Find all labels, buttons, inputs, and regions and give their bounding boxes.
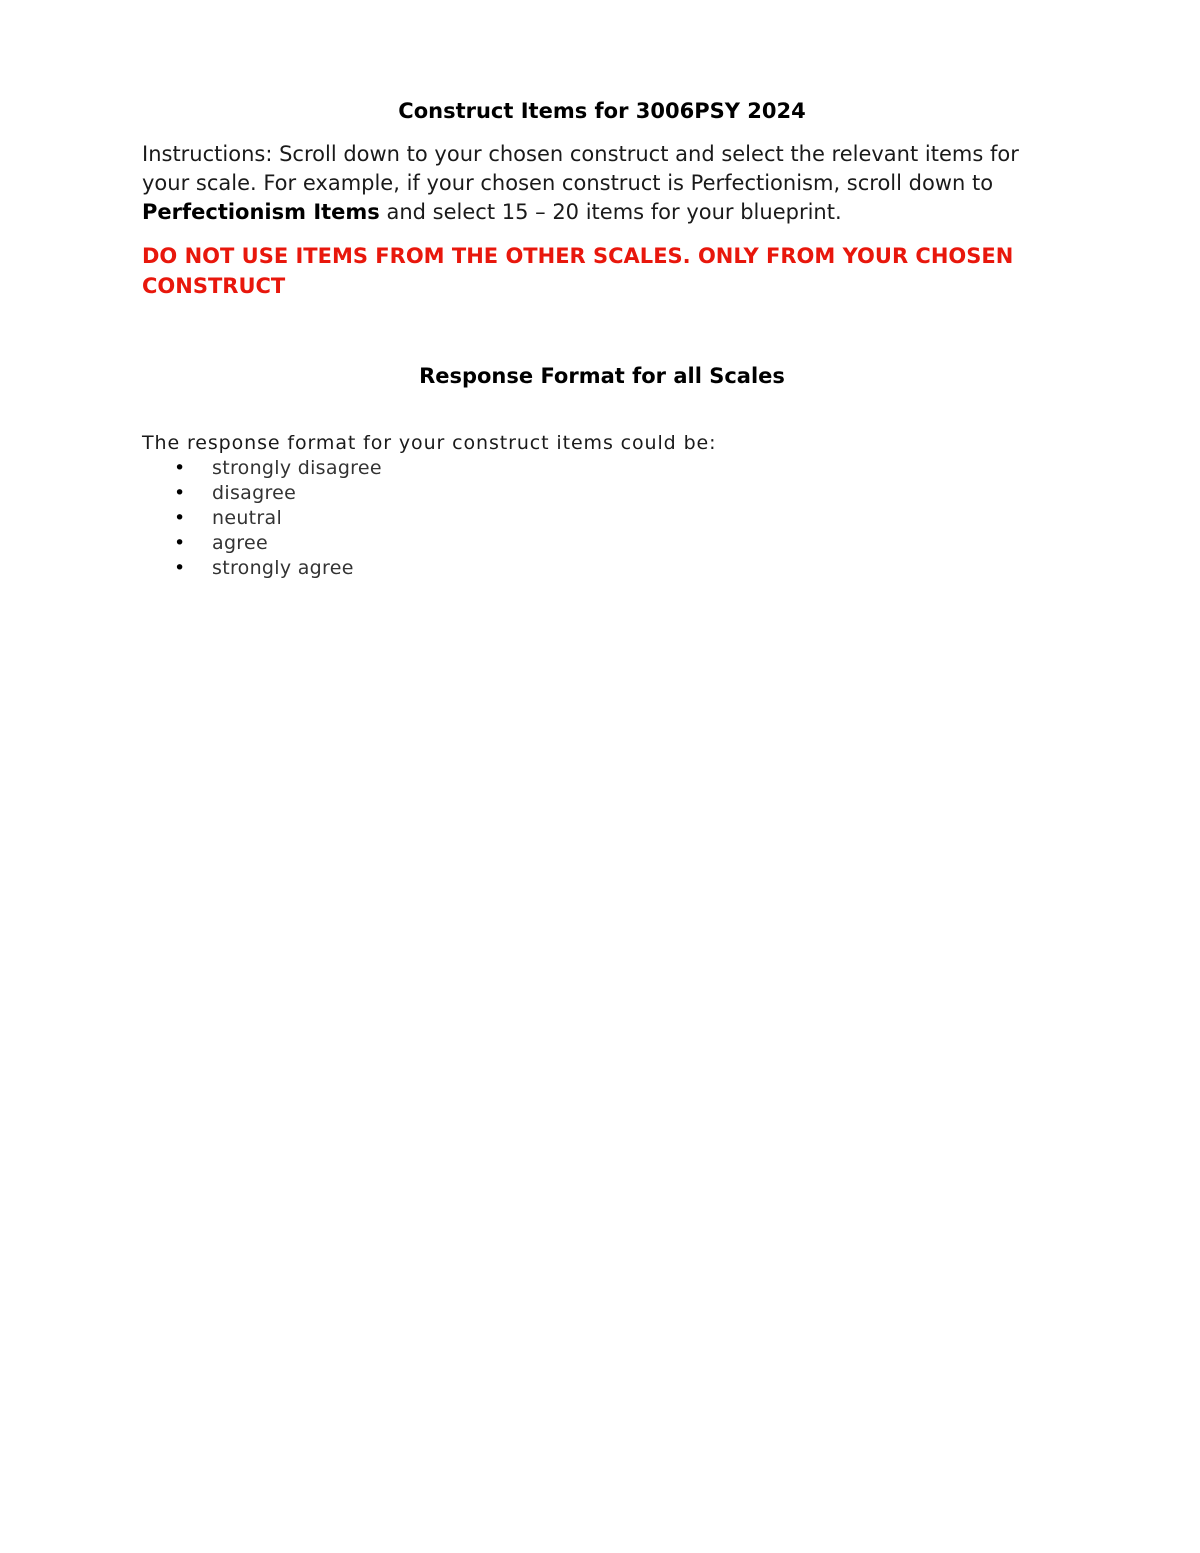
bullet-icon: • (174, 507, 186, 529)
instructions-paragraph (142, 140, 1062, 227)
warning-notice: DO NOT USE ITEMS FROM THE OTHER SCALES. ONLY FROM YOUR CHOSEN CONSTRUCT (142, 244, 1014, 298)
response-option (142, 531, 1062, 556)
response-option-label: disagree (212, 482, 297, 504)
response-option-label: strongly disagree (212, 457, 382, 479)
response-option (142, 556, 1062, 581)
response-option (142, 506, 1062, 531)
document-title: Construct Items for 3006PSY 2024 (398, 99, 806, 123)
bullet-icon: • (174, 532, 186, 554)
response-option (142, 456, 1062, 481)
response-option-label: agree (212, 532, 268, 554)
response-format-intro: The response format for your construct items could be: (142, 432, 717, 454)
bullet-icon: • (174, 482, 186, 504)
instructions-emphasis: Perfectionism Items (142, 200, 380, 224)
document-content (142, 96, 1062, 581)
bullet-icon: • (174, 457, 186, 479)
instructions-text-end: and select 15 – 20 items for your blueprint. (379, 200, 842, 224)
response-option (142, 481, 1062, 506)
response-format-heading: Response Format for all Scales (419, 364, 785, 388)
response-options-list (142, 456, 1062, 581)
response-option-label: neutral (212, 507, 283, 529)
response-option-label: strongly agree (212, 557, 354, 579)
instructions-text-start: Instructions: Scroll down to your chosen construct and select the relevant items for your scale. For example, if your chosen construct is Perfectionism, scroll down to (142, 142, 1019, 195)
bullet-icon: • (174, 557, 186, 579)
